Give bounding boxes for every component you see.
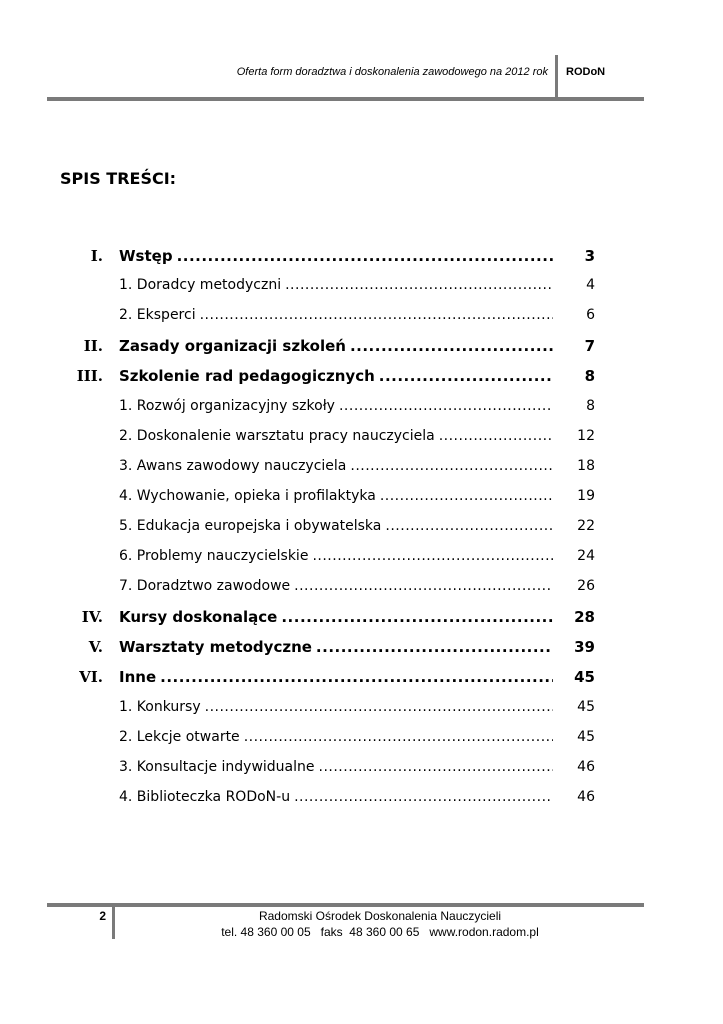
page-title: SPIS TREŚCI: xyxy=(60,169,177,188)
toc-entry-number: IV. xyxy=(81,608,103,627)
toc-leader-dots xyxy=(177,247,553,265)
toc-entry xyxy=(0,428,723,452)
toc-entry-label: 2. Eksperci xyxy=(119,307,196,324)
toc-entry-text xyxy=(119,608,553,626)
toc-entry-page: 26 xyxy=(577,578,595,595)
toc-entry-page: 46 xyxy=(577,758,595,775)
toc-leader-dots xyxy=(205,699,553,715)
toc-entry-page: 4 xyxy=(586,277,595,294)
toc-entry-page: 39 xyxy=(574,638,595,657)
toc-entry-text xyxy=(119,428,553,444)
toc-entry-label: Kursy doskonalące xyxy=(119,608,278,627)
toc-entry xyxy=(0,458,723,482)
toc-entry-text xyxy=(119,277,553,293)
toc-entry-page: 18 xyxy=(577,457,595,474)
toc-entry-label: 1. Konkursy xyxy=(119,698,201,715)
toc-entry-text xyxy=(119,458,553,474)
toc-entry xyxy=(0,337,723,361)
toc-entry-page: 24 xyxy=(577,548,595,564)
toc-entry-text xyxy=(119,699,553,715)
toc-leader-dots xyxy=(385,518,553,534)
toc-entry xyxy=(0,789,723,813)
toc-leader-dots xyxy=(439,428,553,444)
toc-entry-page: 45 xyxy=(577,698,595,715)
footer-institution: Radomski Ośrodek Doskonalenia Nauczycieli xyxy=(258,909,502,923)
header-brand: RODoN xyxy=(566,66,606,78)
toc-leader-dots xyxy=(294,578,553,594)
toc-entry-label: Wstęp xyxy=(119,247,173,265)
toc-entry-label: 5. Edukacja europejska i obywatelska xyxy=(119,517,382,534)
toc-entry xyxy=(0,638,723,662)
toc-leader-dots xyxy=(281,608,553,626)
toc-leader-dots xyxy=(380,488,553,504)
toc-entry-page: 6 xyxy=(586,307,595,324)
toc-entry-label: 6. Problemy nauczycielskie xyxy=(119,548,309,564)
toc-entry-number: III. xyxy=(76,367,103,386)
toc-entry xyxy=(0,729,723,753)
toc-entry-text xyxy=(119,247,553,265)
toc-entry-page: 3 xyxy=(584,247,595,265)
toc-entry-page: 45 xyxy=(574,668,595,687)
toc-entry-page: 19 xyxy=(577,487,595,504)
toc-entry-page: 28 xyxy=(574,608,595,627)
toc-entry-page: 12 xyxy=(577,427,595,444)
toc-entry xyxy=(0,277,723,301)
toc-leader-dots xyxy=(160,668,553,686)
toc-entry-page: 8 xyxy=(586,397,595,414)
toc-entry-label: 4. Biblioteczka RODoN-u xyxy=(119,788,291,805)
toc-leader-dots xyxy=(339,398,553,414)
toc-entry-text xyxy=(119,518,553,534)
toc-entry-number: I. xyxy=(90,247,103,265)
toc-entry-text xyxy=(119,638,553,656)
header-divider-vertical xyxy=(555,55,558,100)
toc-entry-label: Zasady organizacji szkoleń xyxy=(119,337,346,356)
toc-entry-label: 2. Doskonalenie warsztatu pracy nauczyciela xyxy=(119,427,435,444)
footer-contact: tel. 48 360 00 05 faks 48 360 00 65 www.rodon.radom.pl xyxy=(221,925,539,939)
toc-entry xyxy=(0,759,723,783)
toc-entry-label: Warsztaty metodyczne xyxy=(119,638,312,657)
toc-entry-text xyxy=(119,337,553,355)
toc-entry-text xyxy=(119,548,553,564)
toc-entry-page: 46 xyxy=(577,788,595,805)
toc-entry-label: 3. Awans zawodowy nauczyciela xyxy=(119,457,347,474)
toc-entry-page: 7 xyxy=(584,337,595,356)
toc-entry-label: Inne xyxy=(119,668,157,687)
toc-entry xyxy=(0,548,723,572)
toc-entry-number: V. xyxy=(88,638,103,657)
toc-leader-dots xyxy=(316,638,553,656)
toc-entry-label: 1. Rozwój organizacyjny szkoły xyxy=(119,397,335,414)
toc-entry-text xyxy=(119,398,553,414)
header-title: Oferta form doradztwa i doskonalenia zawodowego na 2012 rok xyxy=(236,66,548,78)
toc-entry-number: II. xyxy=(83,337,103,356)
footer-rule xyxy=(47,903,644,907)
header-rule xyxy=(47,97,644,101)
toc-leader-dots xyxy=(200,307,553,323)
toc-entry-text xyxy=(119,578,553,594)
toc-entry-page: 45 xyxy=(577,728,595,745)
toc-leader-dots xyxy=(312,548,553,564)
toc-leader-dots xyxy=(379,367,553,385)
toc-entry xyxy=(0,367,723,391)
toc-entry xyxy=(0,247,723,271)
toc-entry-text xyxy=(119,729,553,745)
toc-entry-label: 7. Doradztwo zawodowe xyxy=(119,578,291,595)
toc-leader-dots xyxy=(319,759,554,775)
toc-entry-text xyxy=(119,789,553,805)
toc-entry-text xyxy=(119,668,553,686)
toc-entry xyxy=(0,608,723,632)
toc-entry-page: 8 xyxy=(584,367,595,386)
toc-entry-label: 3. Konsultacje indywidualne xyxy=(119,758,315,775)
toc-entry xyxy=(0,699,723,723)
toc-entry xyxy=(0,307,723,331)
toc-entry-label: 2. Lekcje otwarte xyxy=(119,728,240,745)
toc-leader-dots xyxy=(285,277,553,293)
toc-leader-dots xyxy=(350,337,553,355)
toc-leader-dots xyxy=(294,789,553,805)
toc-entry-text xyxy=(119,488,553,504)
toc-entry-text xyxy=(119,367,553,385)
footer-divider-vertical xyxy=(112,903,115,939)
toc-leader-dots xyxy=(244,729,553,745)
toc-entry-label: Szkolenie rad pedagogicznych xyxy=(119,367,375,386)
toc-entry xyxy=(0,668,723,692)
toc-entry-text xyxy=(119,307,553,323)
toc-entry xyxy=(0,518,723,542)
footer-page-number: 2 xyxy=(99,909,106,923)
toc-entry-page: 22 xyxy=(577,517,595,534)
toc-entry xyxy=(0,578,723,602)
toc-entry xyxy=(0,398,723,422)
toc-entry-label: 4. Wychowanie, opieka i profilaktyka xyxy=(119,487,376,504)
toc-entry xyxy=(0,488,723,512)
toc-entry-number: VI. xyxy=(79,668,103,687)
toc-entry-label: 1. Doradcy metodyczni xyxy=(119,277,282,294)
toc-leader-dots xyxy=(350,458,553,474)
toc-entry-text xyxy=(119,759,553,775)
